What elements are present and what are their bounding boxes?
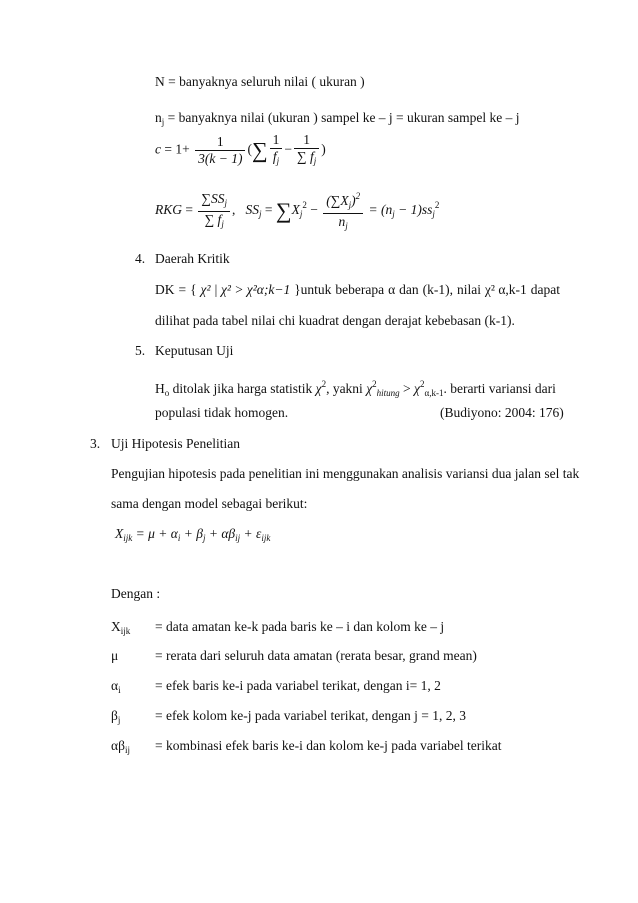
section3-title: Uji Hipotesis Penelitian — [111, 436, 240, 451]
keputusan-line1: $H_o$ ditolak jika harga statistik $\chi^2$, yakni $\chi^2_{hitung} > \chi^2_{\alpha,k-1}$. berarti variansi dari — [155, 379, 556, 398]
section3-para2: sama dengan model sebagai berikut: — [111, 496, 308, 511]
section3-number: 3. — [90, 436, 101, 451]
def-text: = rerata dari seluruh data amatan (rerata besar, grand mean) — [155, 648, 477, 663]
item4-number: 4. — [135, 251, 146, 266]
dk-line1: DK = { χ² | χ² > χ²α;k−1 }untuk beberapa α dan (k-1), nilai χ² α,k-1 dapat — [155, 282, 560, 297]
item5-number: 5. — [135, 343, 146, 358]
def-text: = efek baris ke-i pada variabel terikat, dengan i= 1, 2 — [155, 678, 441, 693]
keputusan-line2: populasi tidak homogen. — [155, 405, 289, 420]
def-symbol: $X_{ijk}$ — [111, 619, 131, 636]
def-text: = efek kolom ke-j pada variabel terikat, dengan j = 1, 2, 3 — [155, 708, 466, 723]
citation: (Budiyono: 2004: 176) — [440, 405, 564, 420]
nj-definition: $n_j$ = banyaknya nilai (ukuran ) sampel ke – j = ukuran sampel ke – j — [155, 110, 520, 127]
anova-model: $X_{ijk} = \mu + \alpha_i + \beta_j + \alpha\beta_{ij} + \varepsilon_{ijk}$ — [115, 526, 271, 543]
def-symbol: $\alpha\beta_{ij}$ — [111, 738, 130, 755]
def-symbol: $\beta_j$ — [111, 708, 121, 725]
item5-title: Keputusan Uji — [155, 343, 234, 358]
formula-rkg: RKG = $\frac{\sum SS_j}{\sum f_j}$ , $SS_j = \sum X_j^2$ − $\frac{(\sum X_j)^2}{n_j}$ = $(n_j - 1)ss_j^2$ — [155, 188, 439, 234]
n-definition: N = banyaknya seluruh nilai ( ukuran ) — [155, 74, 365, 89]
def-text: = data amatan ke-k pada baris ke – i dan kolom ke – j — [155, 619, 445, 634]
formula-c: c = 1+ $\frac{1}{3(k - 1)}$ (∑ $\frac{1}{f_j}$ − $\frac{1}{\sum f_j}$ ) — [155, 132, 326, 166]
def-symbol: μ — [111, 648, 119, 663]
def-text: = kombinasi efek baris ke-i dan kolom ke-j pada variabel terikat — [155, 738, 502, 753]
def-symbol: $\alpha_i$ — [111, 678, 121, 695]
item4-title: Daerah Kritik — [155, 251, 230, 266]
section3-para1: Pengujian hipotesis pada penelitian ini menggunakan analisis variansi dua jalan sel tak — [111, 466, 580, 481]
dk-line2: dilihat pada tabel nilai chi kuadrat dengan derajat kebebasan (k-1). — [155, 313, 515, 328]
dengan-label: Dengan : — [111, 586, 161, 601]
